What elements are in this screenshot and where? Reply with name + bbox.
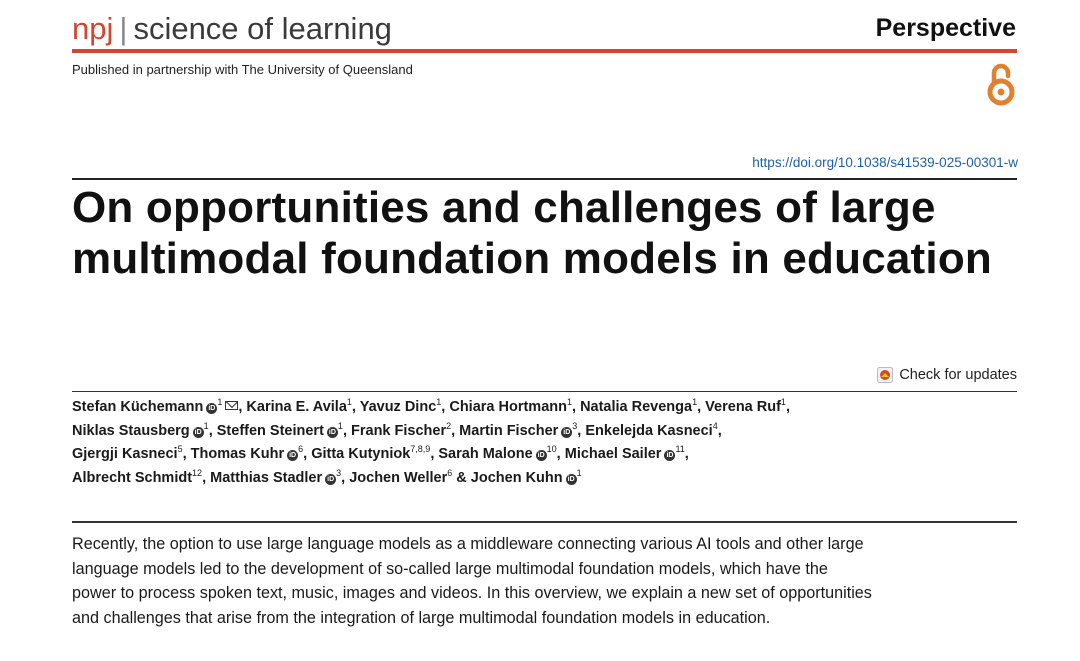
author-name[interactable]: Frank Fischer <box>351 422 447 439</box>
doi-link[interactable]: https://doi.org/10.1038/s41539-025-00301-w <box>752 155 1018 170</box>
orcid-icon[interactable]: iD <box>194 428 202 436</box>
journal-masthead[interactable] <box>72 10 392 48</box>
open-access-lock-icon <box>982 60 1020 108</box>
authors-top-divider <box>72 391 1017 392</box>
affiliation-marker: 1 <box>217 397 223 407</box>
orcid-icon[interactable]: iD <box>563 428 571 436</box>
affiliation-marker: 1 <box>436 397 442 407</box>
header-divider <box>72 49 1017 53</box>
journal-name: science of learning <box>133 11 392 46</box>
affiliation-marker: 3 <box>336 467 342 478</box>
author-name[interactable]: Albrecht Schmidt <box>72 469 193 486</box>
doi-divider <box>72 178 1017 180</box>
affiliation-marker: 5 <box>177 444 183 454</box>
orcid-icon[interactable]: iD <box>289 452 297 459</box>
check-for-updates-button[interactable] <box>877 367 1017 383</box>
affiliation-marker: 1 <box>337 420 343 431</box>
author-name[interactable]: Thomas Kuhr <box>190 446 285 462</box>
author-name[interactable]: Chiara Hortmann <box>449 399 567 415</box>
abstract-text: Recently, the option to use large language models as a middleware connecting various AI tools and other large language models led to the development of so-called large multimodal foundation models, which have the power to process spoken text, music, images and videos. In this overview, we explain a new set of opportunities and challenges that arise from the integration of large multimodal foundation models in education. <box>72 535 872 627</box>
author-name[interactable]: Gjergji Kasneci <box>72 446 178 462</box>
affiliation-marker: 4 <box>712 420 718 431</box>
affiliation-marker: 1 <box>346 397 352 407</box>
article-type-label: Perspective <box>875 14 1016 42</box>
author-name[interactable]: Karina E. Avila <box>246 399 347 415</box>
author-name[interactable]: Jochen Kuhn <box>470 469 563 486</box>
author-name[interactable]: Sarah Malone <box>438 446 533 462</box>
affiliation-marker: 1 <box>203 420 209 431</box>
author-name[interactable]: Jochen Weller <box>349 469 448 486</box>
author-name[interactable]: Natalia Revenga <box>580 399 693 415</box>
orcid-icon[interactable]: iD <box>328 428 336 436</box>
email-icon[interactable] <box>225 401 238 410</box>
check-for-updates-label: Check for updates <box>899 367 1017 383</box>
author-name[interactable]: Martin Fischer <box>459 422 559 439</box>
affiliation-marker: 1 <box>692 397 698 407</box>
author-list: Stefan Küchemann $iD^1$ , Karina E. Avila$^1$, Yavuz Dinc$^1$, Chiara Hortmann$^1$, Natalia Revenga$^1$, Verena Ruf$^1$, Niklas Stausberg $iD^1$, Steffen Steinert $iD^1$, Frank Fischer$^2$, Martin Fischer $iD^3$, Enkelejda Kasneci$^4$, Gjergji Kasneci$^5$, Thomas Kuhr $iD^6$, Gitta Kutyniok$^{7,8,9}$, Sarah Malone $iD^{10}$, Michael Sailer $iD^{11}$, Albrecht Schmidt$^{12}$, Matthias Stadler $iD^3$, Jochen Weller$^6$ & Jochen Kuhn $iD^1$ <box>72 397 790 486</box>
orcid-icon[interactable]: iD <box>327 475 335 483</box>
partnership-note: Published in partnership with The University of Queensland <box>72 62 413 77</box>
orcid-icon[interactable]: iD <box>666 452 674 459</box>
affiliation-marker: 1 <box>780 397 786 407</box>
orcid-icon[interactable]: iD <box>208 405 216 412</box>
affiliation-marker: 10 <box>546 444 557 454</box>
affiliation-marker: 1 <box>576 467 582 478</box>
article-title: On opportunities and challenges of large multimodal foundation models in education <box>72 183 992 283</box>
affiliation-marker: 6 <box>447 467 453 478</box>
author-name[interactable]: Gitta Kutyniok <box>311 446 411 462</box>
affiliation-marker: 6 <box>298 444 304 454</box>
orcid-icon[interactable]: iD <box>567 475 575 483</box>
author-name[interactable]: Matthias Stadler <box>210 469 323 486</box>
check-for-updates-icon <box>877 367 893 383</box>
author-name[interactable]: Niklas Stausberg <box>72 422 190 439</box>
orcid-icon[interactable]: iD <box>537 452 545 459</box>
author-name[interactable]: Verena Ruf <box>705 399 781 415</box>
affiliation-marker: 3 <box>572 420 578 431</box>
author-name[interactable]: Michael Sailer <box>564 446 662 462</box>
author-name[interactable]: Enkelejda Kasneci <box>585 422 713 439</box>
author-name[interactable]: Yavuz Dinc <box>359 399 437 415</box>
affiliation-marker: 2 <box>446 420 452 431</box>
journal-prefix: npj <box>72 11 114 46</box>
author-name[interactable]: Steffen Steinert <box>216 422 324 439</box>
affiliation-marker: 7,8,9 <box>410 444 431 454</box>
affiliation-marker: 11 <box>675 444 685 454</box>
affiliation-marker: 1 <box>566 397 572 407</box>
author-name[interactable]: Stefan Küchemann <box>72 399 204 415</box>
affiliation-marker: 12 <box>192 467 203 478</box>
abstract-divider <box>72 521 1017 523</box>
journal-separator: | <box>119 11 128 46</box>
